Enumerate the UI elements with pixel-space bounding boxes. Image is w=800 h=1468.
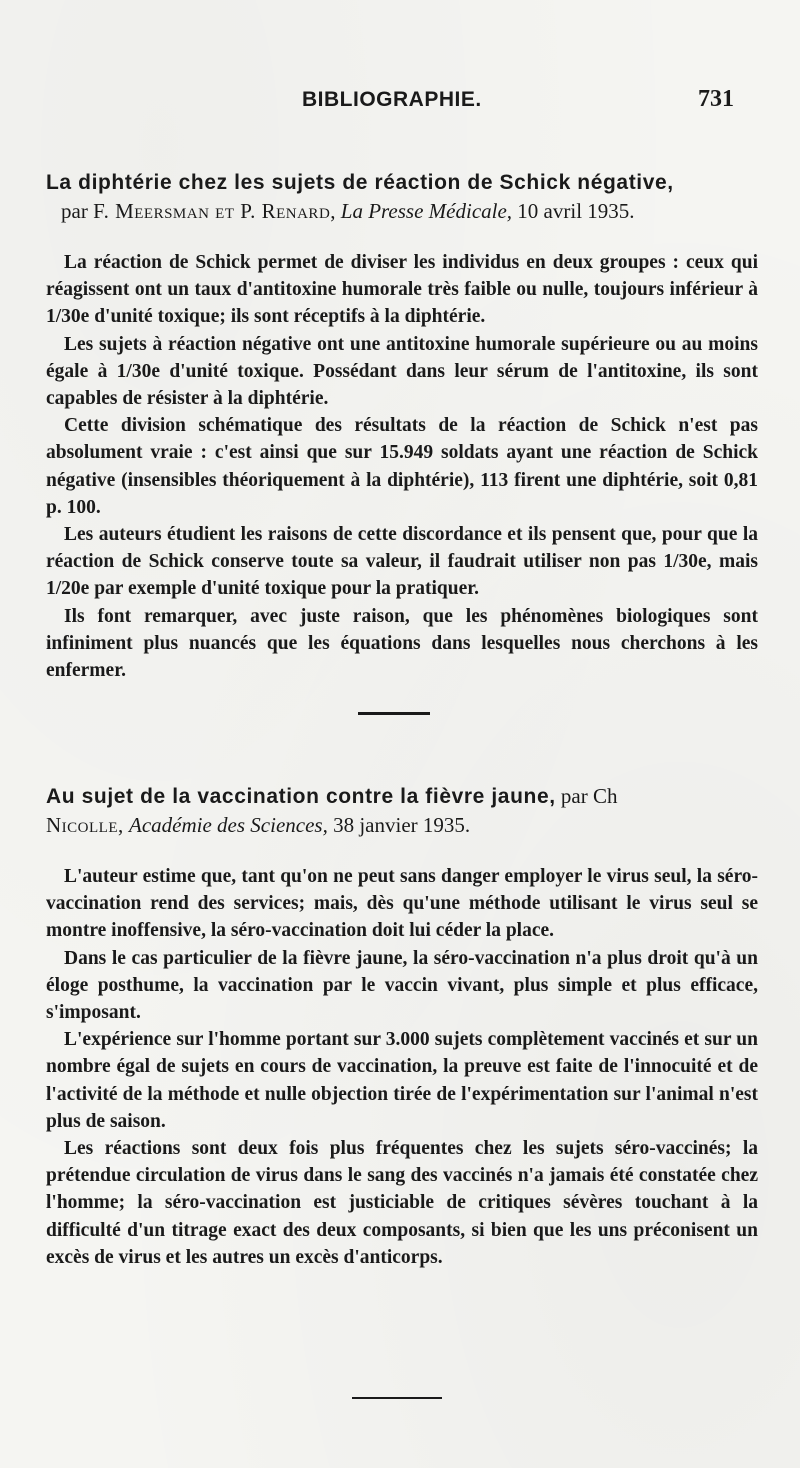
article-title: La diphtérie chez les sujets de réaction de Schick négative, [46, 171, 674, 194]
article-heading [46, 782, 758, 839]
article-journal: Académie des Sciences, [129, 813, 328, 837]
section-divider [358, 712, 430, 715]
paragraph: Les auteurs étudient les raisons de cette discordance et ils pensent que, pour que la réaction de Schick conserve toute sa valeur, il faudrait utiliser non pas 1/30e, mais 1/20e par exemple d'unité toxique pour la pratiquer. [46, 524, 758, 600]
paragraph: Les réactions sont deux fois plus fréquentes chez les sujets séro-vaccinés; la prétendue circulation de virus dans le sang des vaccinés n'a jamais été constatée chez l'homme; la séro-vaccination est justiciable de critiques sévères touchant à la difficulté d'un titrage exact des deux composants, si bien que les uns préconisent un excès de virus et les autres un excès d'anticorps. [46, 1138, 758, 1268]
end-divider [352, 1397, 442, 1399]
running-head [0, 84, 800, 120]
paragraph: Ils font remarquer, avec juste raison, que les phénomènes biologiques sont infiniment plus nuancés que les équations dans lesquelles nous cherchons à les enfermer. [46, 605, 758, 682]
byline-prefix: par Ch [560, 784, 618, 808]
article-title: Au sujet de la vaccination contre la fièvre jaune, [46, 785, 556, 808]
paragraph: Cette division schématique des résultats de la réaction de Schick n'est pas absolument vraie : c'est ainsi que sur 15.949 soldats ayant une réaction de Schick négative (insensibles théoriquement à la diphtérie), 113 firent une diphtérie, soit 0,81 p. 100. [46, 415, 758, 518]
article-citation: par F. Meersman et P. Renard, La Presse Médicale, 10 avril 1935. [61, 199, 635, 223]
paragraph: L'expérience sur l'homme portant sur 3.000 sujets complètement vaccinés et sur un nombre égal de sujets en cours de vaccination, la preuve est faite de l'innocuité et de l'activité de la méthode et nulle objection tirée de l'expérimentation sur l'animal n'est plus de saison. [46, 1029, 758, 1132]
article-journal: La Presse Médicale, [340, 199, 513, 223]
article-heading [46, 168, 758, 225]
article-date: 38 janvier 1935. [333, 813, 471, 837]
paragraph: L'auteur estime que, tant qu'on ne peut sans danger employer le virus seul, la séro-vaccination rend des services; mais, dès qu'une méthode utilisant le virus seul se montre inoffensive, la séro-vaccination doit lui céder la place. [46, 866, 758, 942]
article-fievre-jaune [46, 782, 758, 1271]
byline-prefix: par [61, 199, 88, 223]
article-citation [46, 811, 758, 839]
paragraph: Dans le cas particulier de la fièvre jaune, la séro-vaccination n'a plus droit qu'à un éloge posthume, la vaccination par le vaccin vivant, plus simple et plus efficace, s'imposant. [46, 947, 758, 1024]
article-authors: Nicolle, [46, 813, 124, 837]
article-authors: F. Meersman et P. Renard [93, 199, 331, 223]
page-number: 731 [698, 86, 734, 112]
paragraph: Les sujets à réaction négative ont une antitoxine humorale supérieure ou au moins égale à 1/30e d'unité toxique. Possédant dans leur sérum de l'antitoxine, ils sont capables de résister à la diphtérie. [46, 333, 758, 410]
paragraph: La réaction de Schick permet de diviser les individus en deux groupes : ceux qui réagissent ont un taux d'antitoxine humorale très faible ou nulle, toujours inférieur à 1/30e d'unité toxique; ils sont réceptifs à la diphtérie. [46, 252, 758, 328]
article-body [46, 863, 758, 1271]
article-body [46, 249, 758, 684]
running-title: BIBLIOGRAPHIE. [302, 88, 482, 111]
article-schick [46, 168, 758, 684]
article-date: 10 avril 1935. [517, 199, 635, 223]
